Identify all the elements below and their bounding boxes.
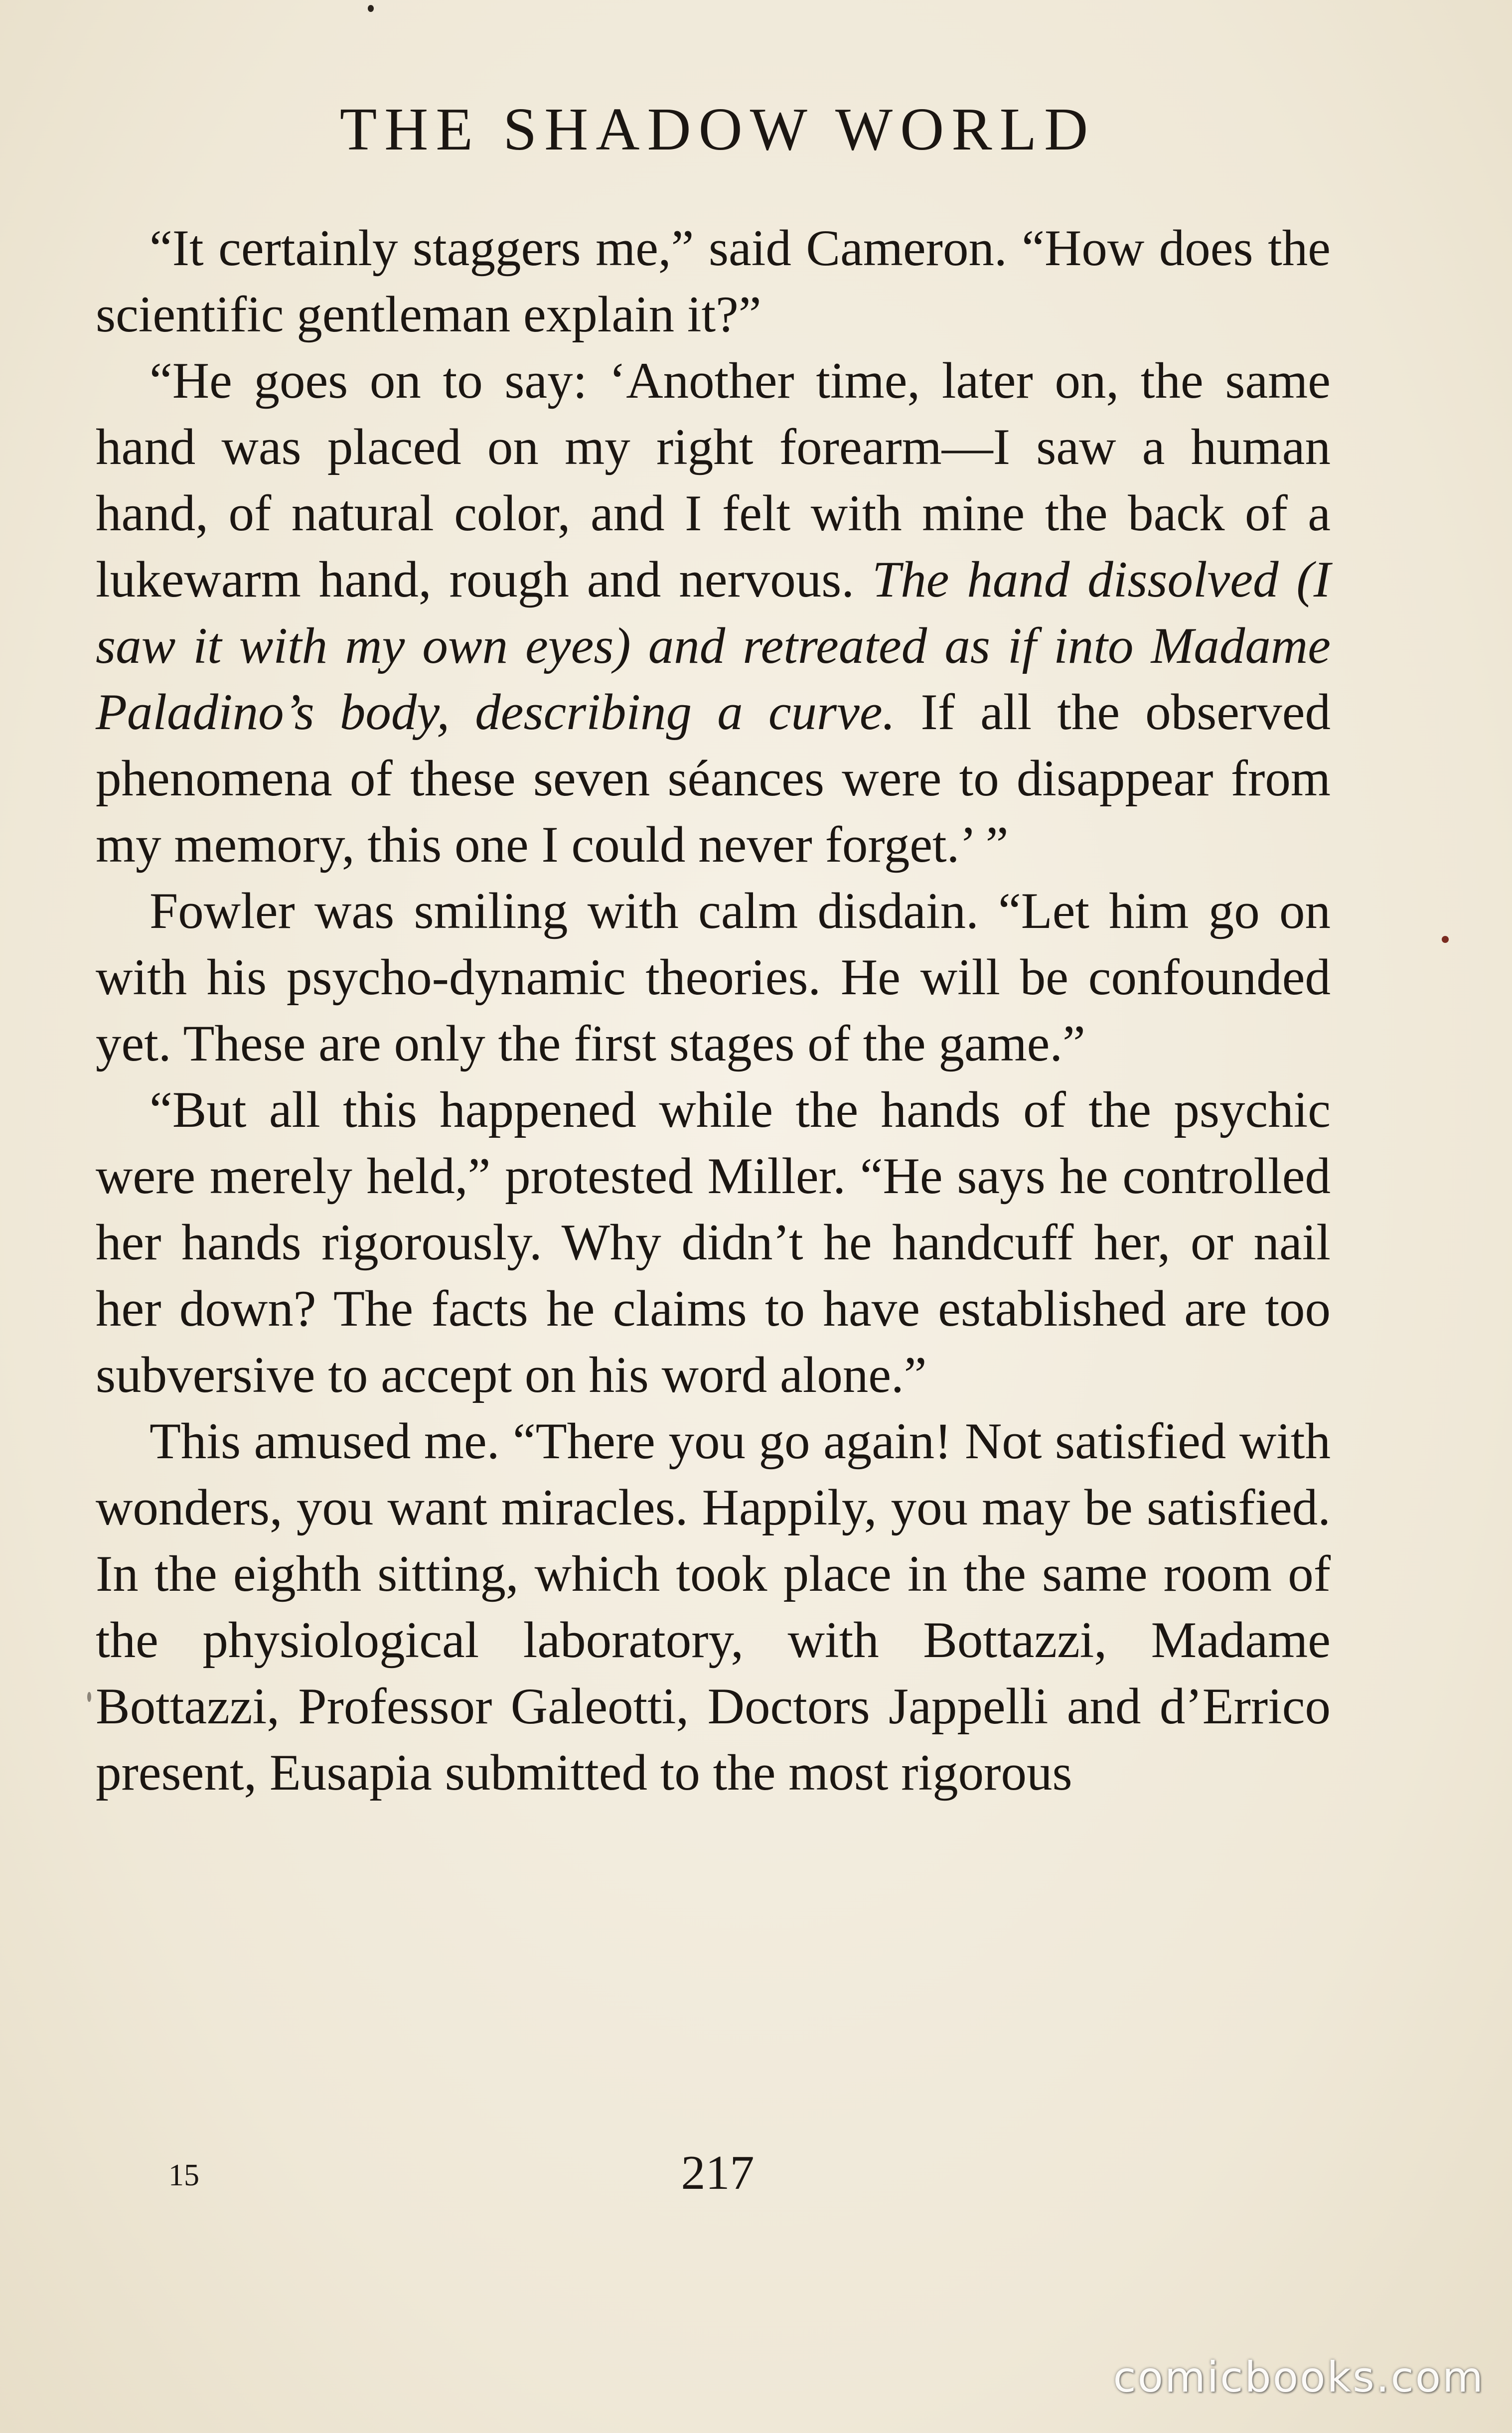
ink-speck [1442,936,1449,943]
paragraph: This amused me. “There you go again! Not satisfied with wonders, you want miracles. Happily, you may be satisfied. In the eighth sitting, which took place in the same room of the physiological laboratory, with Bottazzi, Madame Bottazzi, Professor Galeotti, Doctors Jappelli and d’Errico present, Eusapia submitted to the most rigorous [96,1413,1331,1801]
paragraph-text-after: If all the observed phenomena of these seven séances were to disappear from my memory, this one I could never forget.’ ” [96,684,1331,873]
italic-passage: The hand dissolved (I saw it with my own eyes) and retreated as if into Madame Paladino’s body, describing a curve. [96,551,1331,741]
paragraph: “But all this happened while the hands of the psychic were merely held,” protested Miller. “He says he controlled her hands rigorously. Why didn’t he handcuff her, or nail her down? The facts he claims to have established are too subversive to accept on his word alone.” [96,1081,1331,1403]
page-body [96,215,1331,1806]
watermark: comicbooks.com [1113,2353,1485,2402]
paragraph: Fowler was smiling with calm disdain. “Let him go on with his psycho-dynamic theories. He will be confounded yet. These are only the first stages of the game.” [96,883,1331,1072]
page-number: 217 [681,2146,755,2200]
ink-speck [87,1692,91,1702]
signature-mark: 15 [168,2158,199,2192]
paragraph-text-before: “He goes on to say: ‘Another time, later on, the same hand was placed on my right forearm—I saw a human hand, of natural color, and I felt with mine the back of a lukewarm hand, rough and nervous. [96,352,1331,608]
page-header: THE SHADOW WORLD [339,96,1096,163]
paragraph: “It certainly staggers me,” said Cameron. “How does the scientific gentleman explain it?” [96,220,1331,343]
paragraph [96,348,1331,878]
ink-speck [368,5,374,12]
